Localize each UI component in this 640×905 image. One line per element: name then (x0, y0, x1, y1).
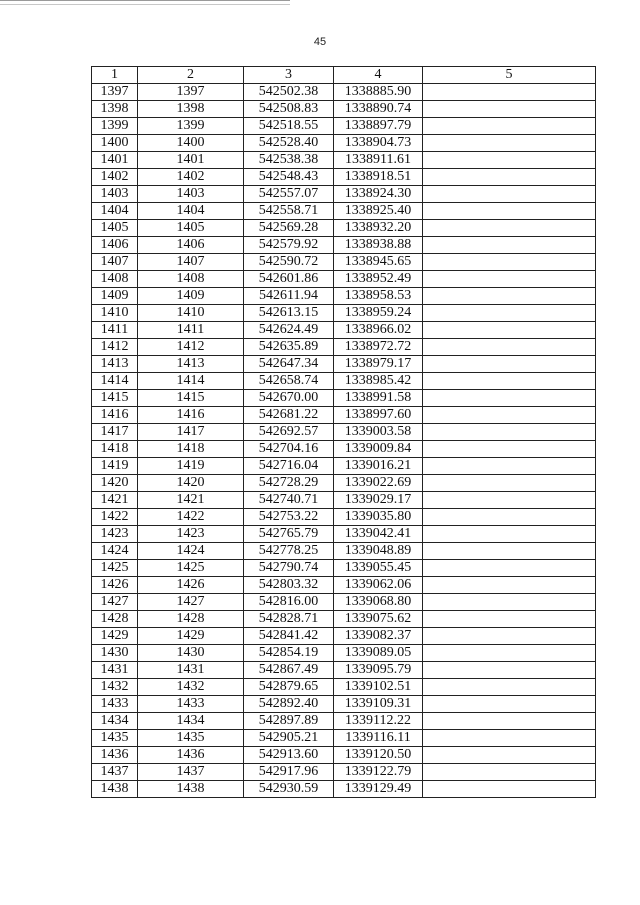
cell-x-coordinate: 542790.74 (244, 560, 334, 577)
table-row (92, 407, 596, 424)
cell-x-coordinate: 542917.96 (244, 764, 334, 781)
table-body (92, 84, 596, 798)
table-row (92, 373, 596, 390)
cell-point-id: 1417 (138, 424, 244, 441)
cell-x-coordinate: 542508.83 (244, 101, 334, 118)
cell-point-id: 1435 (138, 730, 244, 747)
column-header-1: 1 (92, 67, 138, 84)
cell-y-coordinate: 1338952.49 (334, 271, 423, 288)
cell-note (423, 152, 596, 169)
cell-point-number: 1404 (92, 203, 138, 220)
cell-y-coordinate: 1338911.61 (334, 152, 423, 169)
cell-point-id: 1407 (138, 254, 244, 271)
cell-note (423, 220, 596, 237)
table-row (92, 611, 596, 628)
cell-y-coordinate: 1339009.84 (334, 441, 423, 458)
cell-x-coordinate: 542558.71 (244, 203, 334, 220)
cell-x-coordinate: 542803.32 (244, 577, 334, 594)
cell-point-number: 1429 (92, 628, 138, 645)
cell-y-coordinate: 1338972.72 (334, 339, 423, 356)
cell-point-number: 1402 (92, 169, 138, 186)
table-row (92, 101, 596, 118)
cell-point-number: 1415 (92, 390, 138, 407)
cell-y-coordinate: 1338897.79 (334, 118, 423, 135)
cell-point-number: 1411 (92, 322, 138, 339)
cell-point-id: 1420 (138, 475, 244, 492)
cell-point-id: 1406 (138, 237, 244, 254)
cell-note (423, 594, 596, 611)
cell-y-coordinate: 1339035.80 (334, 509, 423, 526)
cell-x-coordinate: 542753.22 (244, 509, 334, 526)
cell-note (423, 203, 596, 220)
cell-point-id: 1398 (138, 101, 244, 118)
cell-point-number: 1420 (92, 475, 138, 492)
table-row (92, 220, 596, 237)
cell-x-coordinate: 542624.49 (244, 322, 334, 339)
cell-note (423, 407, 596, 424)
cell-point-id: 1418 (138, 441, 244, 458)
table-row (92, 356, 596, 373)
cell-x-coordinate: 542778.25 (244, 543, 334, 560)
cell-point-number: 1409 (92, 288, 138, 305)
cell-note (423, 169, 596, 186)
cell-x-coordinate: 542579.92 (244, 237, 334, 254)
cell-point-id: 1432 (138, 679, 244, 696)
cell-point-number: 1406 (92, 237, 138, 254)
cell-x-coordinate: 542841.42 (244, 628, 334, 645)
cell-y-coordinate: 1339022.69 (334, 475, 423, 492)
cell-note (423, 611, 596, 628)
cell-y-coordinate: 1339112.22 (334, 713, 423, 730)
cell-x-coordinate: 542828.71 (244, 611, 334, 628)
cell-point-number: 1436 (92, 747, 138, 764)
cell-note (423, 645, 596, 662)
cell-note (423, 577, 596, 594)
cell-y-coordinate: 1339095.79 (334, 662, 423, 679)
cell-point-id: 1433 (138, 696, 244, 713)
cell-y-coordinate: 1339116.11 (334, 730, 423, 747)
table-row (92, 203, 596, 220)
cell-y-coordinate: 1339003.58 (334, 424, 423, 441)
cell-point-id: 1430 (138, 645, 244, 662)
table-row (92, 84, 596, 101)
cell-point-number: 1419 (92, 458, 138, 475)
table-row (92, 169, 596, 186)
cell-point-number: 1403 (92, 186, 138, 203)
cell-note (423, 237, 596, 254)
cell-point-id: 1427 (138, 594, 244, 611)
cell-x-coordinate: 542867.49 (244, 662, 334, 679)
cell-x-coordinate: 542557.07 (244, 186, 334, 203)
coordinates-table (91, 66, 596, 798)
table-row (92, 322, 596, 339)
cell-point-number: 1397 (92, 84, 138, 101)
table-row (92, 679, 596, 696)
cell-x-coordinate: 542590.72 (244, 254, 334, 271)
cell-x-coordinate: 542569.28 (244, 220, 334, 237)
cell-note (423, 254, 596, 271)
cell-point-number: 1405 (92, 220, 138, 237)
cell-note (423, 679, 596, 696)
cell-note (423, 118, 596, 135)
table-row (92, 441, 596, 458)
cell-x-coordinate: 542613.15 (244, 305, 334, 322)
cell-point-id: 1431 (138, 662, 244, 679)
cell-x-coordinate: 542892.40 (244, 696, 334, 713)
cell-point-id: 1438 (138, 781, 244, 798)
cell-note (423, 390, 596, 407)
cell-point-id: 1412 (138, 339, 244, 356)
cell-point-number: 1437 (92, 764, 138, 781)
table-row (92, 526, 596, 543)
cell-x-coordinate: 542681.22 (244, 407, 334, 424)
table-row (92, 781, 596, 798)
cell-point-id: 1415 (138, 390, 244, 407)
cell-note (423, 662, 596, 679)
cell-x-coordinate: 542502.38 (244, 84, 334, 101)
cell-point-id: 1437 (138, 764, 244, 781)
cell-point-number: 1398 (92, 101, 138, 118)
cell-note (423, 135, 596, 152)
cell-point-id: 1402 (138, 169, 244, 186)
cell-point-number: 1428 (92, 611, 138, 628)
cell-y-coordinate: 1338890.74 (334, 101, 423, 118)
cell-y-coordinate: 1339129.49 (334, 781, 423, 798)
cell-point-number: 1401 (92, 152, 138, 169)
cell-x-coordinate: 542528.40 (244, 135, 334, 152)
table-row (92, 509, 596, 526)
cell-note (423, 288, 596, 305)
cell-point-number: 1433 (92, 696, 138, 713)
cell-point-id: 1434 (138, 713, 244, 730)
cell-note (423, 628, 596, 645)
cell-y-coordinate: 1338938.88 (334, 237, 423, 254)
cell-point-id: 1436 (138, 747, 244, 764)
cell-y-coordinate: 1339102.51 (334, 679, 423, 696)
cell-point-number: 1399 (92, 118, 138, 135)
cell-point-id: 1424 (138, 543, 244, 560)
cell-y-coordinate: 1338979.17 (334, 356, 423, 373)
cell-x-coordinate: 542635.89 (244, 339, 334, 356)
cell-x-coordinate: 542728.29 (244, 475, 334, 492)
table-row (92, 713, 596, 730)
table-row (92, 543, 596, 560)
cell-x-coordinate: 542658.74 (244, 373, 334, 390)
cell-x-coordinate: 542930.59 (244, 781, 334, 798)
cell-x-coordinate: 542765.79 (244, 526, 334, 543)
cell-y-coordinate: 1339055.45 (334, 560, 423, 577)
column-header-4: 4 (334, 67, 423, 84)
cell-x-coordinate: 542716.04 (244, 458, 334, 475)
cell-note (423, 271, 596, 288)
column-header-3: 3 (244, 67, 334, 84)
cell-y-coordinate: 1339089.05 (334, 645, 423, 662)
cell-point-number: 1414 (92, 373, 138, 390)
cell-y-coordinate: 1339042.41 (334, 526, 423, 543)
cell-point-id: 1399 (138, 118, 244, 135)
cell-y-coordinate: 1338932.20 (334, 220, 423, 237)
cell-y-coordinate: 1339068.80 (334, 594, 423, 611)
cell-point-number: 1435 (92, 730, 138, 747)
cell-point-id: 1413 (138, 356, 244, 373)
page-number: 45 (313, 36, 327, 48)
table-row (92, 492, 596, 509)
table-row (92, 424, 596, 441)
cell-note (423, 356, 596, 373)
table-header-row (92, 67, 596, 84)
cell-note (423, 339, 596, 356)
cell-point-id: 1404 (138, 203, 244, 220)
cell-y-coordinate: 1338885.90 (334, 84, 423, 101)
cell-y-coordinate: 1339062.06 (334, 577, 423, 594)
cell-note (423, 560, 596, 577)
cell-point-number: 1422 (92, 509, 138, 526)
table-row (92, 339, 596, 356)
table-row (92, 254, 596, 271)
cell-y-coordinate: 1338959.24 (334, 305, 423, 322)
cell-point-id: 1400 (138, 135, 244, 152)
cell-x-coordinate: 542647.34 (244, 356, 334, 373)
cell-y-coordinate: 1339082.37 (334, 628, 423, 645)
cell-point-id: 1426 (138, 577, 244, 594)
cell-x-coordinate: 542879.65 (244, 679, 334, 696)
table-row (92, 560, 596, 577)
cell-point-id: 1419 (138, 458, 244, 475)
cell-point-number: 1417 (92, 424, 138, 441)
table-row (92, 747, 596, 764)
cell-point-id: 1411 (138, 322, 244, 339)
table-row (92, 118, 596, 135)
cell-y-coordinate: 1338985.42 (334, 373, 423, 390)
cell-x-coordinate: 542692.57 (244, 424, 334, 441)
cell-point-id: 1408 (138, 271, 244, 288)
table-row (92, 475, 596, 492)
cell-point-number: 1425 (92, 560, 138, 577)
table-row (92, 237, 596, 254)
cell-point-id: 1397 (138, 84, 244, 101)
table-row (92, 764, 596, 781)
cell-point-number: 1400 (92, 135, 138, 152)
cell-point-number: 1416 (92, 407, 138, 424)
table-row (92, 390, 596, 407)
cell-y-coordinate: 1338991.58 (334, 390, 423, 407)
cell-note (423, 101, 596, 118)
cell-point-number: 1407 (92, 254, 138, 271)
cell-note (423, 492, 596, 509)
cell-note (423, 475, 596, 492)
cell-y-coordinate: 1339122.79 (334, 764, 423, 781)
table-row (92, 662, 596, 679)
table-row (92, 577, 596, 594)
table-row (92, 696, 596, 713)
cell-point-number: 1424 (92, 543, 138, 560)
cell-point-id: 1429 (138, 628, 244, 645)
table-row (92, 645, 596, 662)
cell-point-number: 1431 (92, 662, 138, 679)
cell-point-number: 1421 (92, 492, 138, 509)
cell-note (423, 458, 596, 475)
cell-note (423, 186, 596, 203)
cell-x-coordinate: 542704.16 (244, 441, 334, 458)
column-header-2: 2 (138, 67, 244, 84)
cell-point-id: 1423 (138, 526, 244, 543)
table-row (92, 288, 596, 305)
cell-x-coordinate: 542538.38 (244, 152, 334, 169)
column-header-5: 5 (423, 67, 596, 84)
cell-note (423, 747, 596, 764)
cell-note (423, 441, 596, 458)
cell-x-coordinate: 542897.89 (244, 713, 334, 730)
cell-note (423, 781, 596, 798)
cell-point-id: 1421 (138, 492, 244, 509)
cell-point-id: 1401 (138, 152, 244, 169)
cell-y-coordinate: 1339109.31 (334, 696, 423, 713)
cell-point-number: 1427 (92, 594, 138, 611)
cell-point-id: 1422 (138, 509, 244, 526)
cell-note (423, 730, 596, 747)
cell-y-coordinate: 1339120.50 (334, 747, 423, 764)
cell-x-coordinate: 542816.00 (244, 594, 334, 611)
table-row (92, 305, 596, 322)
cell-point-id: 1409 (138, 288, 244, 305)
cell-x-coordinate: 542740.71 (244, 492, 334, 509)
cell-point-id: 1416 (138, 407, 244, 424)
cell-y-coordinate: 1339029.17 (334, 492, 423, 509)
cell-note (423, 526, 596, 543)
cell-note (423, 322, 596, 339)
cell-point-number: 1426 (92, 577, 138, 594)
table-row (92, 458, 596, 475)
cell-x-coordinate: 542854.19 (244, 645, 334, 662)
cell-point-number: 1410 (92, 305, 138, 322)
cell-note (423, 543, 596, 560)
cell-note (423, 305, 596, 322)
cell-y-coordinate: 1338925.40 (334, 203, 423, 220)
cell-note (423, 509, 596, 526)
table-row (92, 135, 596, 152)
cell-x-coordinate: 542913.60 (244, 747, 334, 764)
cell-note (423, 424, 596, 441)
cell-point-number: 1432 (92, 679, 138, 696)
cell-point-id: 1405 (138, 220, 244, 237)
table-row (92, 271, 596, 288)
table-row (92, 730, 596, 747)
cell-note (423, 696, 596, 713)
cell-x-coordinate: 542670.00 (244, 390, 334, 407)
table-row (92, 152, 596, 169)
cell-point-number: 1418 (92, 441, 138, 458)
cell-y-coordinate: 1339075.62 (334, 611, 423, 628)
cell-point-id: 1410 (138, 305, 244, 322)
cell-y-coordinate: 1338958.53 (334, 288, 423, 305)
cell-point-number: 1423 (92, 526, 138, 543)
table-row (92, 186, 596, 203)
cell-x-coordinate: 542611.94 (244, 288, 334, 305)
cell-note (423, 373, 596, 390)
cell-point-id: 1403 (138, 186, 244, 203)
cell-y-coordinate: 1339016.21 (334, 458, 423, 475)
scan-edge-line (0, 0, 290, 5)
cell-x-coordinate: 542518.55 (244, 118, 334, 135)
cell-note (423, 713, 596, 730)
cell-point-number: 1434 (92, 713, 138, 730)
cell-x-coordinate: 542548.43 (244, 169, 334, 186)
cell-point-number: 1413 (92, 356, 138, 373)
cell-y-coordinate: 1339048.89 (334, 543, 423, 560)
cell-note (423, 764, 596, 781)
cell-point-number: 1438 (92, 781, 138, 798)
cell-y-coordinate: 1338924.30 (334, 186, 423, 203)
cell-y-coordinate: 1338945.65 (334, 254, 423, 271)
cell-note (423, 84, 596, 101)
table-row (92, 628, 596, 645)
cell-point-id: 1425 (138, 560, 244, 577)
table-row (92, 594, 596, 611)
cell-point-number: 1408 (92, 271, 138, 288)
cell-x-coordinate: 542601.86 (244, 271, 334, 288)
cell-y-coordinate: 1338997.60 (334, 407, 423, 424)
cell-y-coordinate: 1338966.02 (334, 322, 423, 339)
cell-y-coordinate: 1338904.73 (334, 135, 423, 152)
cell-point-id: 1414 (138, 373, 244, 390)
cell-point-id: 1428 (138, 611, 244, 628)
cell-y-coordinate: 1338918.51 (334, 169, 423, 186)
cell-point-number: 1412 (92, 339, 138, 356)
cell-x-coordinate: 542905.21 (244, 730, 334, 747)
cell-point-number: 1430 (92, 645, 138, 662)
